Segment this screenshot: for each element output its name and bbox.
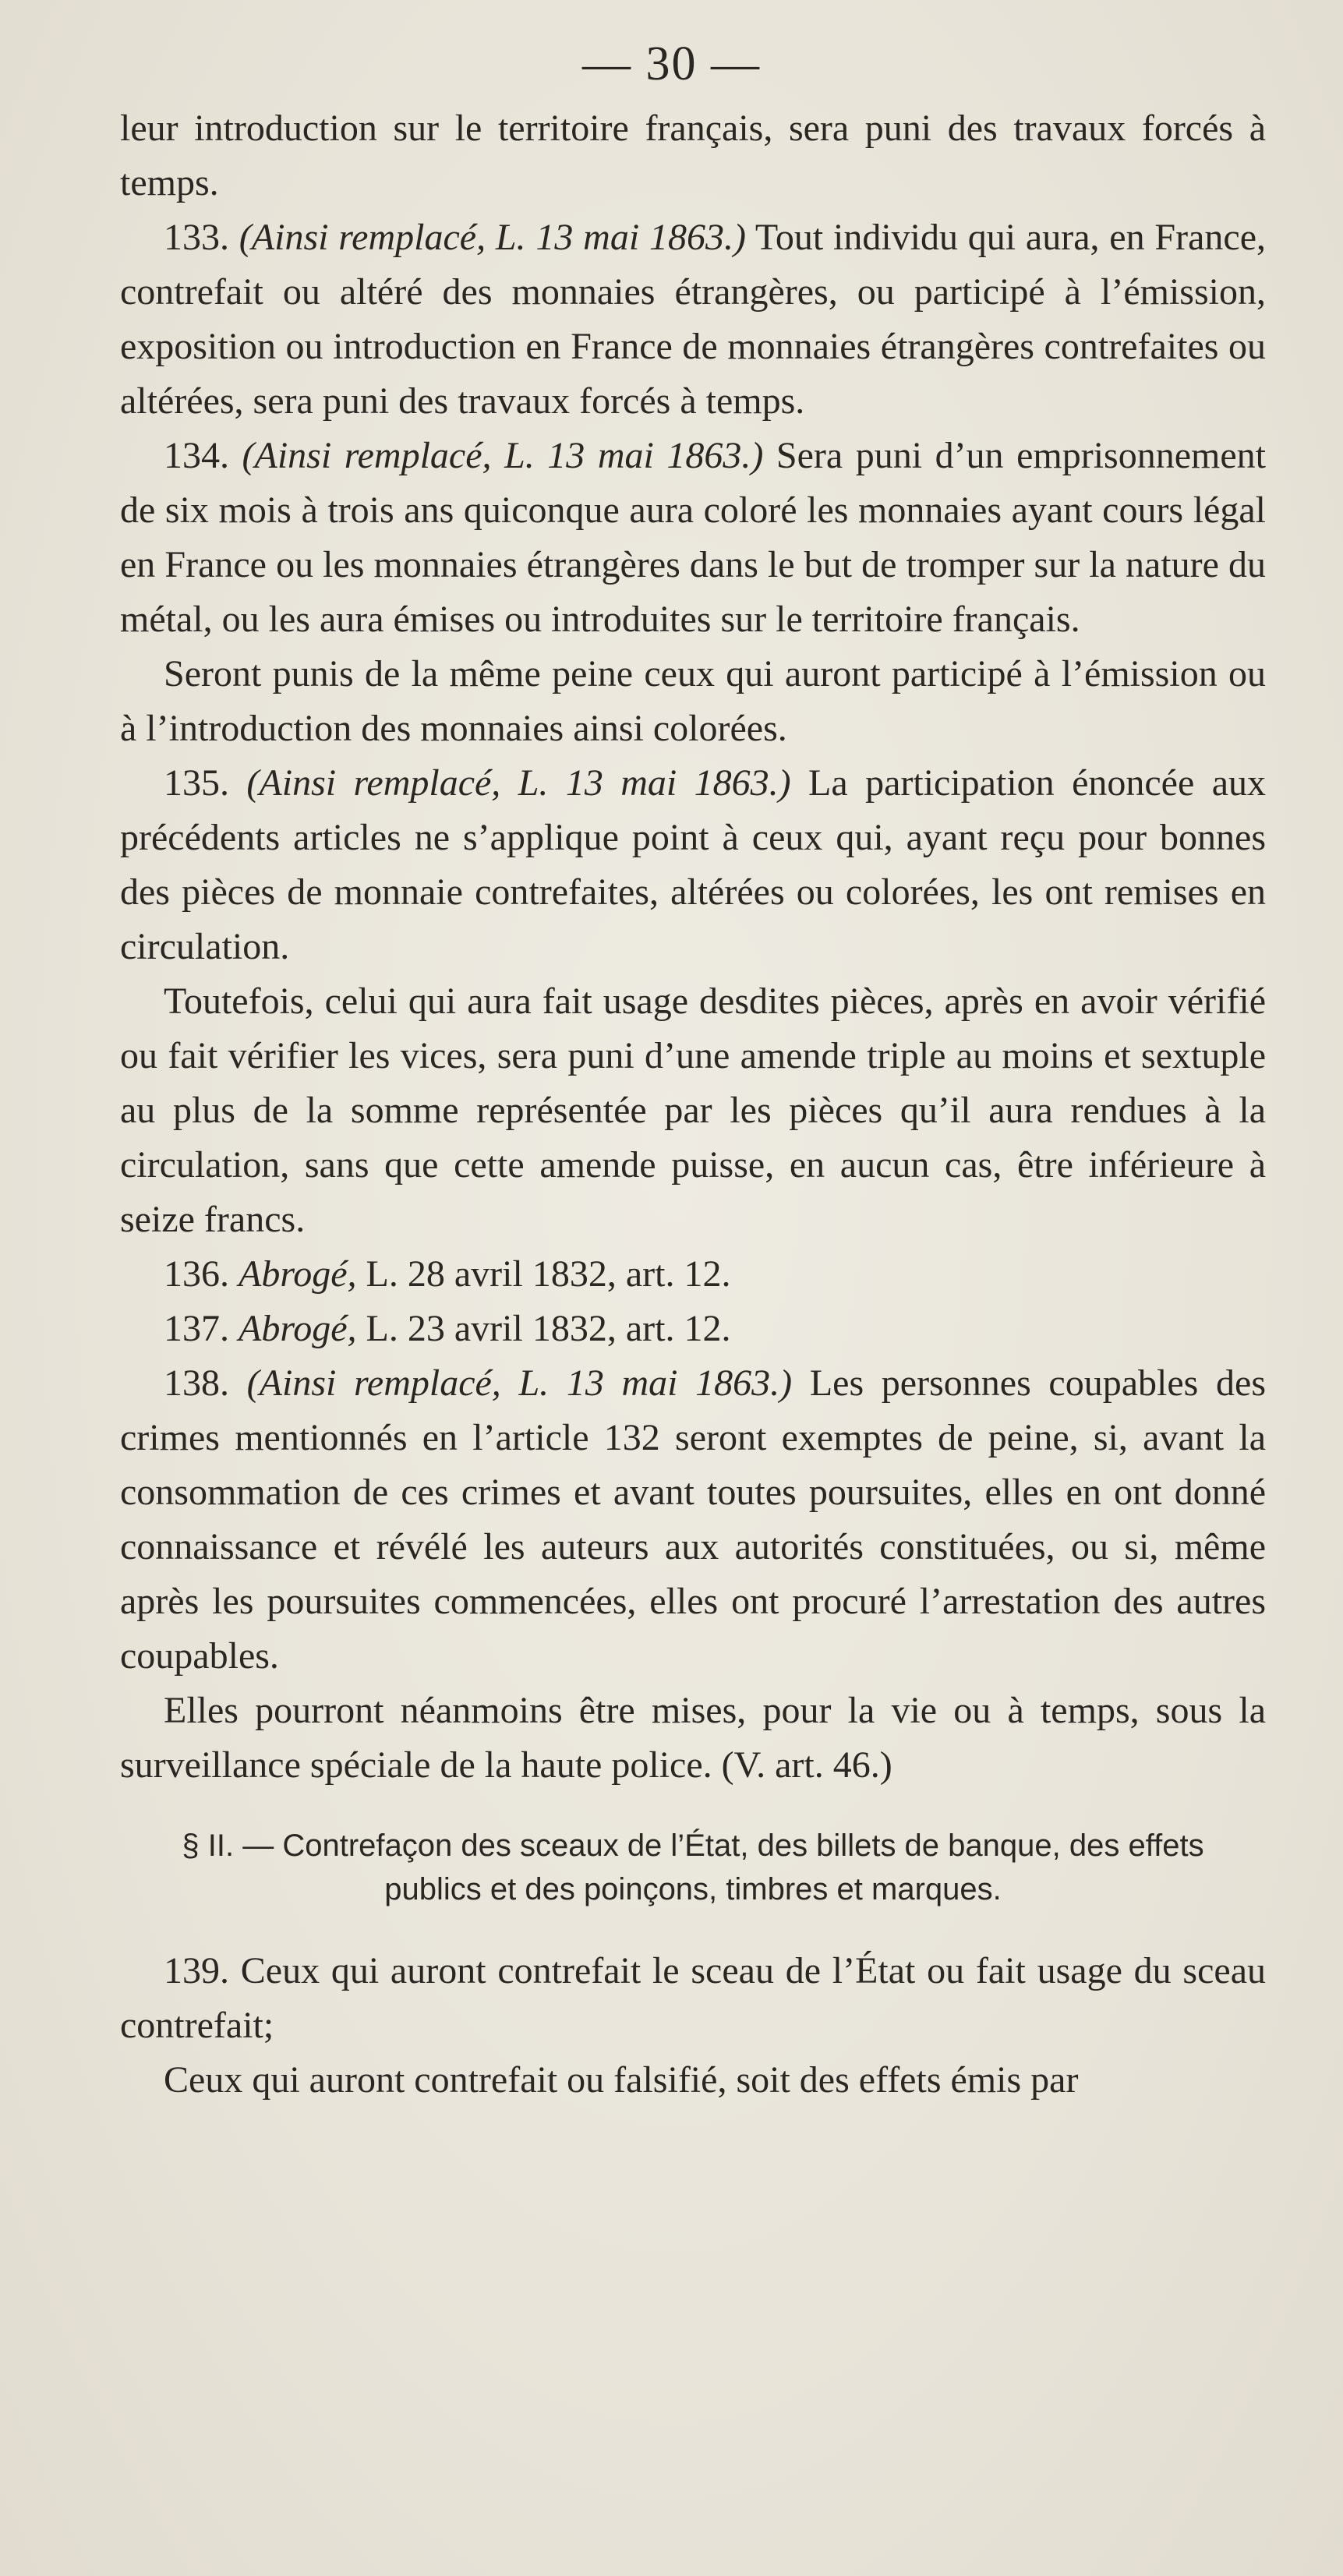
article-reference: (Ainsi remplacé, L. 13 mai 1863.): [246, 1362, 793, 1404]
text-block: [120, 101, 1266, 2108]
article-number: 133.: [164, 217, 229, 258]
article-body: L. 28 avril 1832, art. 12.: [366, 1253, 731, 1295]
article-139: [120, 1944, 1266, 2053]
article-number: 135.: [164, 762, 229, 804]
section-heading: [120, 1824, 1266, 1911]
article-body: La participation énoncée aux précédents articles ne s’applique point à ceux qui, ayant reçu pour bonnes des pièces de monnaie contrefaites, altérées ou colorées, les ont remises en circulation.: [120, 762, 1267, 967]
article-133: [120, 210, 1266, 429]
article-138: [120, 1356, 1266, 1684]
article-body: Tout individu qui aura, en France, contrefait ou altéré des monnaies étrangères, ou participé à l’émission, exposition ou introduction en France de monnaies étrangères contrefaites ou altérées, sera puni des travaux forcés à temps.: [120, 217, 1266, 422]
article-137: [120, 1302, 1266, 1356]
article-135-second: Toutefois, celui qui aura fait usage desdites pièces, après en avoir vérifié ou fait vérifier les vices, sera puni d’une amende triple au moins et sextuple au plus de la somme représentée par les pièces qu’il aura rendues à la circulation, sans que cette amende puisse, en aucun cas, être inférieure à seize francs.: [120, 981, 1266, 1240]
article-135: [120, 756, 1266, 974]
article-139-second: Ceux qui auront contrefait ou falsifié, soit des effets émis par: [164, 2059, 1079, 2101]
paragraph-continuation: leur introduction sur le territoire français, sera puni des travaux forcés à temps.: [120, 108, 1266, 203]
article-number: 138.: [164, 1362, 229, 1404]
article-reference: Abrogé,: [239, 1308, 357, 1349]
article-body: Les personnes coupables des crimes mentionnés en l’article 132 seront exemptes de peine, si, avant la consommation de ces crimes et avant toutes poursuites, elles en ont donné connaissance et révélé les auteurs aux autorités constituées, ou si, même après les poursuites commencées, elles ont procuré l’arrestation des autres coupables.: [120, 1362, 1267, 1677]
article-reference: (Ainsi remplacé, L. 13 mai 1863.): [239, 217, 746, 258]
article-body: Sera puni d’un emprisonnement de six mois à trois ans quiconque aura coloré les monnaies ayant cours légal en France ou les monnaies étrangères dans le but de tromper sur la nature du métal, ou les aura émises ou introduites sur le territoire français.: [120, 435, 1266, 640]
page-number: — 30 —: [582, 37, 761, 90]
article-body: L. 23 avril 1832, art. 12.: [366, 1308, 731, 1349]
article-134-second: Seront punis de la même peine ceux qui auront participé à l’émission ou à l’introduction des monnaies ainsi colorées.: [120, 653, 1266, 749]
article-136: [120, 1247, 1266, 1302]
section-heading-line-1: § II. — Contrefaçon des sceaux de l’État, des billets de banque, des effets: [182, 1829, 1204, 1863]
article-number: 134.: [164, 435, 229, 476]
article-reference: (Ainsi remplacé, L. 13 mai 1863.): [246, 762, 791, 804]
article-number: 139.: [164, 1950, 229, 1991]
article-134: [120, 429, 1266, 647]
article-number: 136.: [164, 1253, 229, 1295]
article-138-second: Elles pourront néanmoins être mises, pour la vie ou à temps, sous la surveillance spéciale de la haute police. (V. art. 46.): [120, 1690, 1266, 1786]
article-number: 137.: [164, 1308, 229, 1349]
article-body: Ceux qui auront contrefait le sceau de l’État ou fait usage du sceau contrefait;: [120, 1950, 1267, 2046]
article-reference: (Ainsi remplacé, L. 13 mai 1863.): [242, 435, 764, 476]
article-reference: Abrogé,: [239, 1253, 357, 1295]
section-heading-line-2: publics et des poinçons, timbres et marques.: [384, 1872, 1002, 1906]
